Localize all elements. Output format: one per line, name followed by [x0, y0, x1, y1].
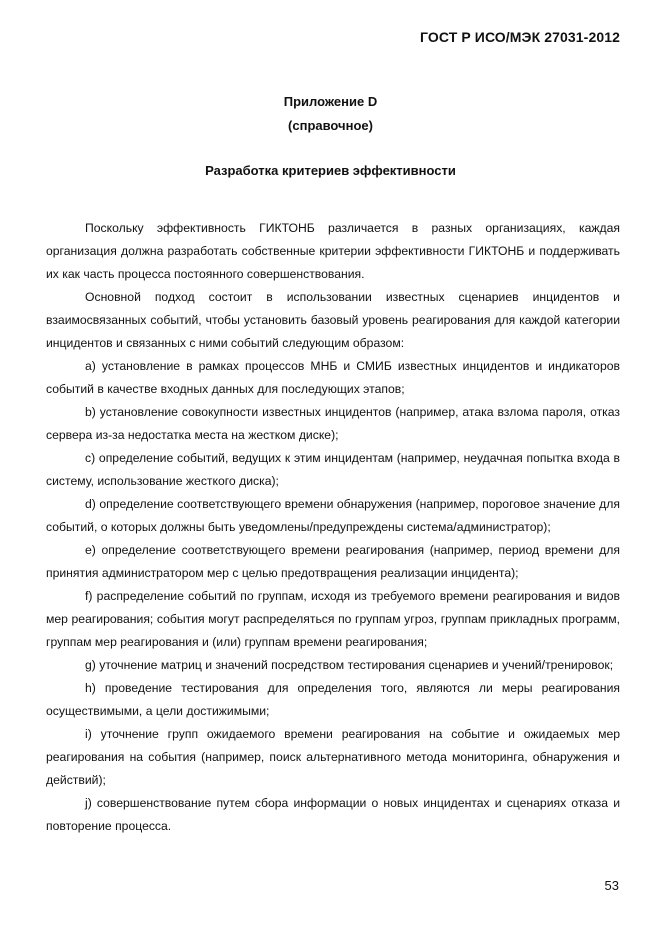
list-item-i: i) уточнение групп ожидаемого времени реагирования на событие и ожидаемых мер реагирования на события (например, поиск альтернативного метода мониторинга, обнаружения и действий);	[46, 727, 620, 787]
list-item-e: e) определение соответствующего времени реагирования (например, период времени для принятия администратором мер с целью предотвращения реализации инцидента);	[46, 543, 620, 580]
appendix-title: Приложение D	[283, 94, 378, 109]
list-item-a: a) установление в рамках процессов МНБ и СМИБ известных инцидентов и индикаторов событий в качестве входных данных для последующих этапов;	[46, 359, 620, 396]
list-item-b: b) установление совокупности известных инцидентов (например, атака взлома пароля, отказ сервера из-за недостатка места на жестком диске);	[46, 405, 620, 442]
page-number: 53	[604, 878, 619, 893]
appendix-subtitle: (справочное)	[288, 118, 373, 133]
document-body	[46, 217, 620, 838]
standard-code: ГОСТ Р ИСО/МЭК 27031-2012	[420, 29, 620, 45]
list-item-f: f) распределение событий по группам, исходя из требуемого времени реагирования и видов мер реагирования; события могут распределяться по группам угроз, группам прикладных программ, группам мер реагирования и (или) группам времени реагирования;	[46, 589, 620, 649]
paragraph-approach: Основной подход состоит в использовании известных сценариев инцидентов и взаимосвязанных событий, чтобы установить базовый уровень реагирования для каждой категории инцидентов и связанных с ними событий следующим образом:	[46, 290, 620, 350]
list-item-h: h) проведение тестирования для определения того, являются ли меры реагирования осуществимыми, а цели достижимыми;	[46, 681, 620, 718]
list-item-c: c) определение событий, ведущих к этим инцидентам (например, неудачная попытка входа в систему, использование жесткого диска);	[46, 451, 620, 488]
list-item-j: j) совершенствование путем сбора информации о новых инцидентах и сценариях отказа и повторение процесса.	[46, 796, 620, 833]
paragraph-intro: Поскольку эффективность ГИКТОНБ различается в разных организациях, каждая организация должна разработать собственные критерии эффективности ГИКТОНБ и поддерживать их как часть процесса постоянного совершенствования.	[46, 221, 620, 281]
list-item-g: g) уточнение матриц и значений посредством тестирования сценариев и учений/тренировок;	[85, 658, 614, 672]
section-title: Разработка критериев эффективности	[205, 163, 456, 178]
list-item-d: d) определение соответствующего времени обнаружения (например, пороговое значение для событий, о которых должны быть уведомлены/предупреждены система/администратор);	[46, 497, 620, 534]
